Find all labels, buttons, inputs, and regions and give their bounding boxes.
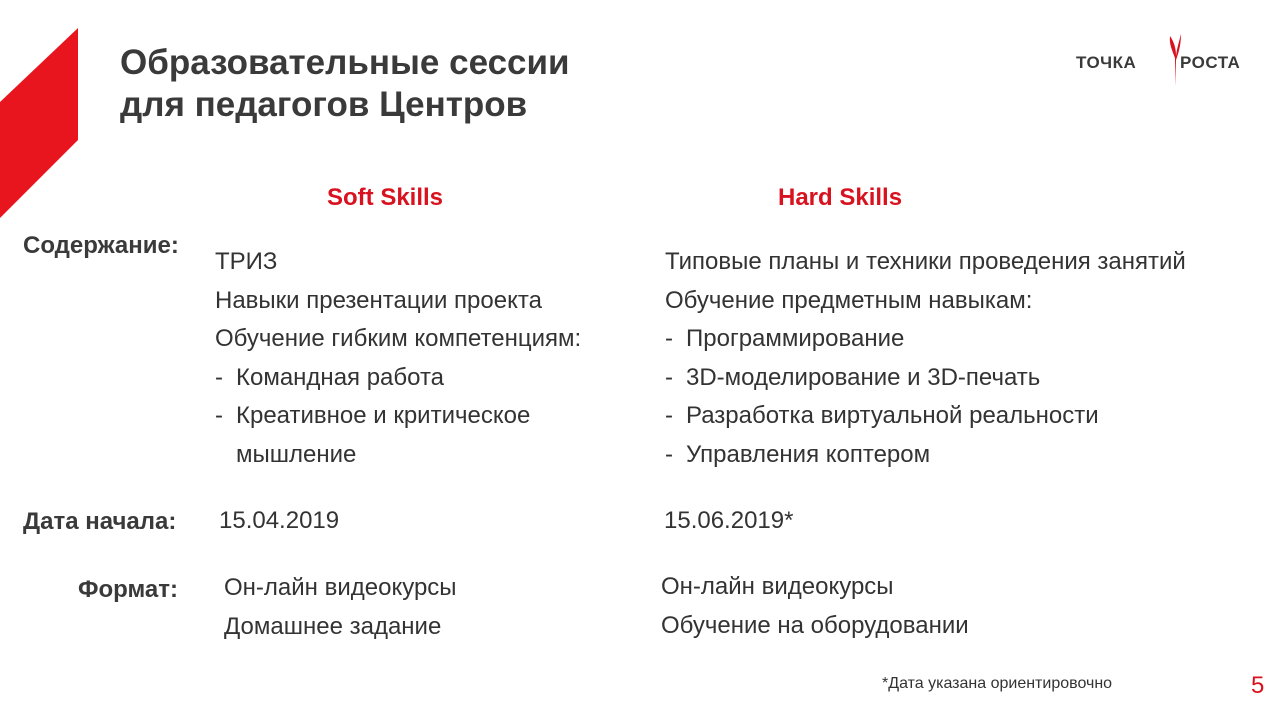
hard-content-item-text: Разработка виртуальной реальности — [686, 402, 1099, 429]
format-label: Формат: — [78, 576, 179, 603]
logo-text-left: ТОЧКА — [1076, 53, 1137, 72]
soft-content-line: ТРИЗ — [215, 248, 278, 275]
hard-content-item-text: 3D-моделирование и 3D-печать — [686, 363, 1041, 391]
slide-title-line-2: для педагогов Центров — [120, 85, 528, 124]
soft-start-date: 15.04.2019 — [219, 507, 340, 534]
hard-content-item — [665, 436, 1186, 475]
hard-start-date: 15.06.2019* — [664, 507, 794, 534]
list-dash: - — [215, 402, 223, 429]
soft-content-item-text: Креативное и критическое мышление — [236, 402, 531, 468]
hard-format-list — [661, 568, 969, 645]
hard-content-list — [665, 243, 1186, 474]
hard-content-item-text: Управления коптером — [686, 440, 931, 468]
hard-content-item — [665, 397, 1186, 436]
soft-format-list — [224, 569, 457, 646]
soft-content-list — [215, 243, 596, 474]
hard-content-line: Обучение предметным навыкам: — [665, 286, 1033, 314]
list-dash: - — [665, 402, 673, 429]
soft-format-item: Домашнее задание — [224, 612, 442, 640]
hard-content-item — [665, 320, 1186, 359]
list-dash: - — [215, 363, 223, 391]
page-number: 5 — [1251, 672, 1265, 699]
soft-format-item: Он-лайн видеокурсы — [224, 574, 457, 601]
hard-content-item-text: Программирование — [686, 325, 905, 352]
logo-text-right: РОСТА — [1180, 53, 1241, 72]
soft-content-item-text: Командная работа — [236, 363, 445, 391]
soft-content-line: Навыки презентации проекта — [215, 286, 542, 314]
list-dash: - — [665, 325, 673, 352]
slide-title-line-1: Образовательные сессии — [120, 43, 570, 82]
date-footnote: *Дата указана ориентировочно — [882, 675, 1113, 692]
hard-skills-heading: Hard Skills — [778, 184, 903, 211]
soft-content-item — [215, 397, 596, 474]
hard-format-item: Он-лайн видеокурсы — [661, 573, 894, 600]
tochka-rosta-logo — [1074, 32, 1244, 88]
red-corner-decoration — [0, 0, 90, 230]
soft-content-line: Обучение гибким компетенциям: — [215, 325, 582, 352]
slide-title — [120, 42, 570, 126]
start-date-label: Дата начала: — [23, 508, 177, 535]
list-dash: - — [665, 440, 673, 468]
hard-content-line: Типовые планы и техники проведения занятий — [665, 248, 1186, 275]
soft-skills-heading: Soft Skills — [327, 184, 444, 211]
hard-content-item — [665, 359, 1186, 398]
hard-format-item: Обучение на оборудовании — [661, 611, 969, 639]
list-dash: - — [665, 363, 673, 391]
soft-content-item — [215, 359, 596, 398]
content-label: Содержание: — [23, 232, 179, 259]
